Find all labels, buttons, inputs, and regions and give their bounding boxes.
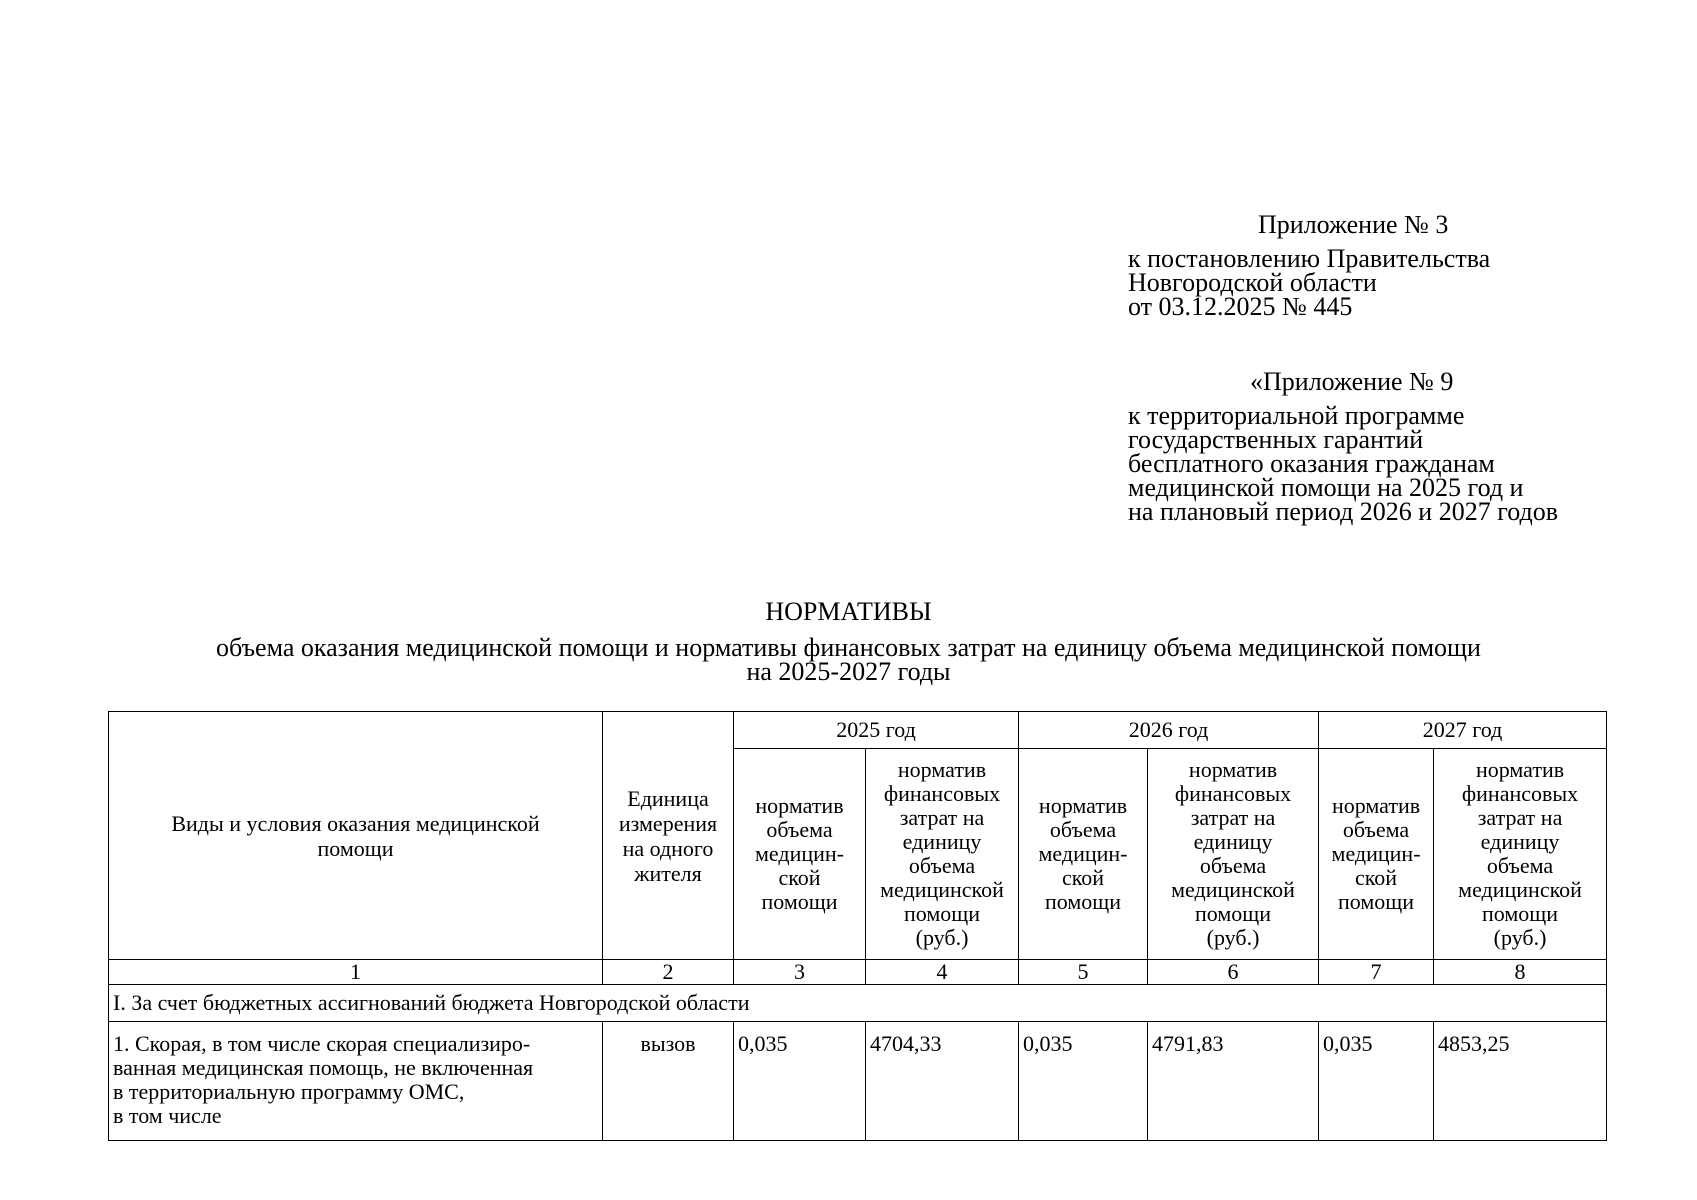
appendix-9-line: к территориальной программе <box>1128 401 1465 430</box>
column-number: 4 <box>866 960 1019 985</box>
column-number: 3 <box>734 960 866 985</box>
appendix-3-line: от 03.12.2025 № 445 <box>1128 292 1353 321</box>
appendix-9-line: медицинской помощи на 2025 год и <box>1128 473 1524 502</box>
appendix-9-line: государственных гарантий <box>1128 425 1424 454</box>
appendix-9-heading: «Приложение № 9 <box>1250 367 1454 396</box>
document-title: НОРМАТИВЫ <box>765 597 932 626</box>
column-numbers-row <box>109 960 1607 985</box>
column-number: 2 <box>603 960 734 985</box>
header-volume-2027: норматив объема медицин- ской помощи <box>1319 749 1434 960</box>
header-year-2027: 2027 год <box>1319 712 1607 749</box>
row-cost-2025: 4704,33 <box>866 1022 1019 1141</box>
column-number: 1 <box>109 960 603 985</box>
header-volume-2025: норматив объема медицин- ской помощи <box>734 749 866 960</box>
header-row-years <box>109 712 1607 749</box>
norms-table <box>108 711 1607 1141</box>
header-kind-line: помощи <box>317 835 394 861</box>
section-row <box>109 985 1607 1022</box>
header-unit-line: жителя <box>634 860 702 886</box>
row-volume-2027: 0,035 <box>1319 1022 1434 1141</box>
row-volume-2025: 0,035 <box>734 1022 866 1141</box>
header-year-2025: 2025 год <box>734 712 1019 749</box>
subtitle-line: на 2025-2027 годы <box>746 657 951 686</box>
appendix-9-reference <box>1128 401 1558 526</box>
appendix-9-line: бесплатного оказания гражданам <box>1128 449 1495 478</box>
header-kind-line: Виды и условия оказания медицинской <box>171 810 540 836</box>
subtitle-line: объема оказания медицинской помощи и нормативы финансовых затрат на единицу объема медицинской помощи <box>216 633 1481 662</box>
appendix-3-line: к постановлению Правительства <box>1128 244 1491 273</box>
appendix-9-line: на плановый период 2026 и 2027 годов <box>1128 497 1558 526</box>
appendix-3-heading: Приложение № 3 <box>1258 210 1449 239</box>
appendix-3-reference <box>1128 244 1491 321</box>
header-unit-line: измерения <box>618 810 718 836</box>
column-number: 8 <box>1434 960 1607 985</box>
column-number: 5 <box>1019 960 1148 985</box>
header-unit <box>603 712 734 960</box>
row-unit: вызов <box>603 1022 734 1141</box>
header-kind <box>109 712 603 960</box>
header-unit-line: Единица <box>627 785 709 811</box>
header-year-2026: 2026 год <box>1019 712 1319 749</box>
document-subtitle <box>0 633 1697 686</box>
header-unit-line: на одного <box>622 835 714 861</box>
column-number: 7 <box>1319 960 1434 985</box>
column-number: 6 <box>1148 960 1319 985</box>
header-volume-2026: норматив объема медицин- ской помощи <box>1019 749 1148 960</box>
appendix-3-line: Новгородской области <box>1128 268 1377 297</box>
row-cost-2026: 4791,83 <box>1148 1022 1319 1141</box>
table-row <box>109 1022 1607 1141</box>
row-volume-2026: 0,035 <box>1019 1022 1148 1141</box>
header-cost-2026: норматив финансовых затрат на единицу объема медицинской помощи (руб.) <box>1148 749 1319 960</box>
row-cost-2027: 4853,25 <box>1434 1022 1607 1141</box>
section-title: I. За счет бюджетных ассигнований бюджета Новгородской области <box>109 985 1607 1022</box>
header-cost-2025: норматив финансовых затрат на единицу объема медицинской помощи (руб.) <box>866 749 1019 960</box>
row-kind: 1. Скорая, в том числе скорая специализиро- ванная медицинская помощь, не включенная в территориальную программу ОМС, в том числе <box>109 1022 603 1141</box>
header-cost-2027: норматив финансовых затрат на единицу объема медицинской помощи (руб.) <box>1434 749 1607 960</box>
